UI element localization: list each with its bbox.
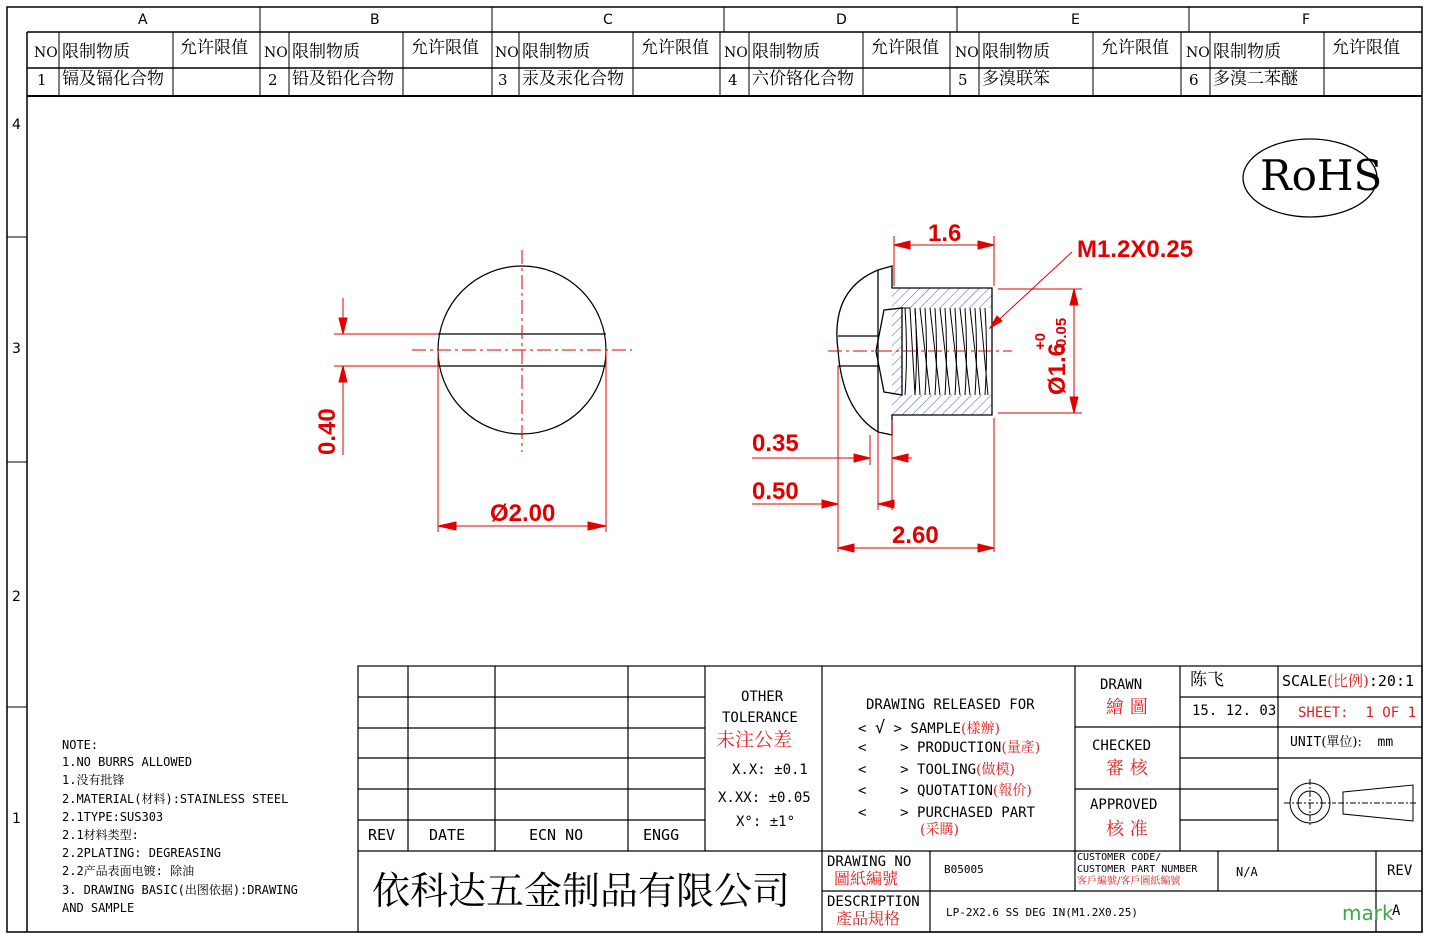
zone-col-c: C <box>603 12 613 28</box>
header-substance: 限制物质 <box>1213 42 1281 62</box>
item-no: 1 <box>37 71 47 89</box>
rev-value: A <box>1392 903 1401 919</box>
release-item-sample[interactable]: < √ > SAMPLE(樣辦) <box>858 718 1000 738</box>
unit: UNIT(單位): mm <box>1290 735 1394 750</box>
item-no: 2 <box>268 71 278 89</box>
header-no: NO <box>495 45 519 61</box>
release-item-tooling[interactable]: < > TOOLING(做模) <box>858 762 1015 778</box>
tolerance-title-1: OTHER <box>741 689 784 705</box>
item-substance: 多溴二苯醚 <box>1213 69 1298 89</box>
note-line: 2.2产品表面电镀: 除油 <box>62 864 195 878</box>
dim-total-len: 2.60 <box>892 522 939 549</box>
header-limit: 允许限值 <box>871 38 939 58</box>
scale: SCALE(比例):20:1 <box>1282 672 1415 690</box>
note-line: 2.1材料类型: <box>62 828 139 842</box>
drawn-name: 陈飞 <box>1190 670 1224 690</box>
header-substance: 限制物质 <box>982 42 1050 62</box>
zone-row-2: 2 <box>12 589 21 605</box>
note-line: 3. DRAWING BASIC(出图依据):DRAWING <box>62 883 298 897</box>
dim-flange-thk: 0.35 <box>752 430 799 457</box>
release-item-quotation[interactable]: < > QUOTATION(報价) <box>858 783 1032 799</box>
item-substance: 多溴联笨 <box>982 69 1050 89</box>
dim-thread-len: 1.6 <box>928 220 962 247</box>
zone-row-4: 4 <box>12 117 21 133</box>
header-no: NO <box>264 45 288 61</box>
rohs-mark: RoHS <box>1260 151 1383 200</box>
release-item-purchased[interactable]: < > PURCHASED PART <box>858 805 1036 821</box>
drawn-label-cn: 繪 圖 <box>1106 697 1148 718</box>
item-no: 4 <box>728 71 738 89</box>
dim-head-dia: Ø2.00 <box>490 500 556 527</box>
item-substance: 镉及镉化合物 <box>62 69 164 89</box>
header-limit: 允许限值 <box>180 38 248 58</box>
drawn-date: 15. 12. 03 <box>1192 703 1277 719</box>
drawing-no-label-cn: 圖紙編號 <box>834 869 899 888</box>
dim-head-hgt: 0.50 <box>752 478 799 505</box>
header-substance: 限制物质 <box>522 42 590 62</box>
sheet: SHEET: 1 OF 1 <box>1298 705 1417 721</box>
release-item-purchased-cn: (采購) <box>920 822 959 838</box>
header-limit: 允许限值 <box>1332 38 1400 58</box>
header-substance: 限制物质 <box>752 42 820 62</box>
item-no: 5 <box>958 71 968 89</box>
approved-label-cn: 核 准 <box>1106 819 1148 840</box>
note-line: 2.MATERIAL(材料):STAINLESS STEEL <box>62 792 289 806</box>
release-title: DRAWING RELEASED FOR <box>866 697 1035 713</box>
description-label-cn: 產品規格 <box>836 909 901 928</box>
header-substance: 限制物质 <box>292 42 360 62</box>
item-substance: 铅及铅化合物 <box>292 69 394 89</box>
customer-label-2: CUSTOMER PART NUMBER <box>1077 864 1198 875</box>
zone-col-d: D <box>836 12 847 28</box>
item-substance: 汞及汞化合物 <box>522 69 624 89</box>
drawn-label: DRAWN <box>1100 677 1143 693</box>
header-limit: 允许限值 <box>411 38 479 58</box>
watermark: mark <box>1342 901 1394 925</box>
tolerance-title-cn: 未注公差 <box>716 729 793 751</box>
dim-shank-tol-plus: +0 <box>1032 332 1049 350</box>
approved-label: APPROVED <box>1090 797 1158 813</box>
tolerance-x3: X°: ±1° <box>736 814 796 830</box>
item-no: 6 <box>1189 71 1199 89</box>
tolerance-title-2: TOLERANCE <box>722 710 798 726</box>
header-no: NO <box>955 45 979 61</box>
rev-label: REV <box>1387 863 1413 879</box>
date-header: DATE <box>429 826 466 844</box>
note-line: AND SAMPLE <box>62 901 135 915</box>
drawing-no-label: DRAWING NO <box>827 854 912 870</box>
note-line: NOTE: <box>62 738 99 752</box>
zone-col-b: B <box>370 12 380 28</box>
item-substance: 六价铬化合物 <box>752 69 854 89</box>
dim-slot-width: 0.40 <box>314 408 341 455</box>
dim-shank-dia: Ø1.6 <box>1044 342 1071 395</box>
customer-label-cn: 客戶編號/客戶圖紙編號 <box>1077 876 1181 887</box>
engg-header: ENGG <box>643 826 680 844</box>
zone-row-3: 3 <box>12 341 21 357</box>
side-view <box>752 236 1082 552</box>
note-line: 2.2PLATING: DEGREASING <box>62 846 221 860</box>
checked-label-cn: 審 核 <box>1106 758 1148 779</box>
zone-col-e: E <box>1071 12 1080 28</box>
front-view <box>334 250 632 532</box>
header-limit: 允许限值 <box>1101 38 1169 58</box>
company-name: 依科达五金制品有限公司 <box>372 869 791 913</box>
description-label: DESCRIPTION <box>827 894 920 910</box>
note-line: 2.1TYPE:SUS303 <box>62 810 164 824</box>
note-line: 1.NO BURRS ALLOWED <box>62 755 193 769</box>
zone-col-a: A <box>138 12 148 28</box>
item-no: 3 <box>498 71 508 89</box>
check-icon: √ <box>874 718 886 738</box>
customer-label-1: CUSTOMER CODE/ <box>1077 852 1162 863</box>
projection-symbol-icon <box>1284 779 1418 827</box>
dim-thread-spec: M1.2X0.25 <box>1077 236 1194 263</box>
zone-col-f: F <box>1302 12 1311 28</box>
dim-shank-tol-minus: -0.05 <box>1053 317 1070 352</box>
tolerance-x1: X.X: ±0.1 <box>732 762 808 778</box>
drawing-no-value: B05005 <box>944 863 984 876</box>
ecn-header: ECN NO <box>529 826 584 844</box>
release-item-production[interactable]: < > PRODUCTION(量產) <box>858 740 1041 756</box>
rev-header: REV <box>368 826 396 844</box>
customer-value: N/A <box>1236 865 1258 879</box>
header-substance: 限制物质 <box>62 42 130 62</box>
zone-row-1: 1 <box>12 811 21 827</box>
description-value: LP-2X2.6 SS DEG IN(M1.2X0.25) <box>946 906 1139 919</box>
note-line: 1.没有批锋 <box>62 773 125 787</box>
header-no: NO <box>1186 45 1210 61</box>
header-no: NO <box>34 45 58 61</box>
header-no: NO <box>724 45 748 61</box>
tolerance-x2: X.XX: ±0.05 <box>718 790 811 806</box>
checked-label: CHECKED <box>1092 738 1152 754</box>
header-limit: 允许限值 <box>641 38 709 58</box>
